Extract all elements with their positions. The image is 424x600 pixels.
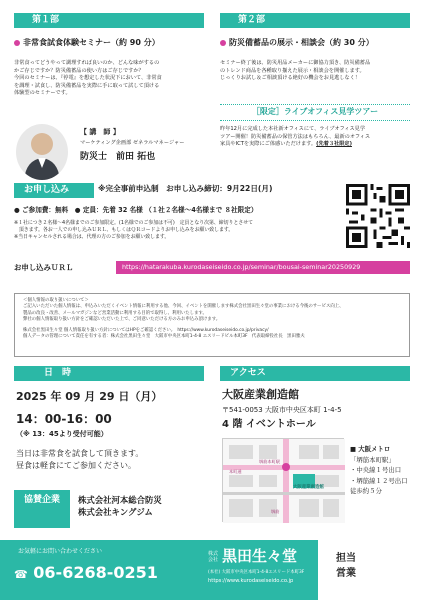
lecturer-photo xyxy=(16,124,68,180)
part1-label: 第１部 xyxy=(32,15,60,25)
privacy-box: ＜個人情報の取り扱いについて＞ ご記入いただいた個人情報は、申込みいただくイベント情報に利用する他、今回、イベントを開催します株式会社黒田生々堂の事業における今後のサービス向上、 製品の改良・改善、メールマガジンなど営業活動に利用する目的で取得し、利用いたします。 弊社の個人情報取り扱い方針をご確認いただいた上で、ご同意いただける方のみお申込み頂けます。 株式会社黒田生々堂 個人情報取り扱い方針についてはHPをご確認ください。 https://www.kurodaseiseido.co.jp/privacy/ 個人データの管理について責任を有する者：株式会社黒田生々堂 大阪市中央区本町1-4-8 エスリードビル本町3F 代表取締役社長 黒田雅夫 xyxy=(14,293,410,357)
phone-icon: ☎ xyxy=(14,568,28,581)
event-notes: 当日は非常食を試食して頂きます。 昼食は軽食にてご参加ください。 xyxy=(16,449,144,470)
application-url-link[interactable]: https://hatarakuba.kurodaseiseido.co.jp/seminar/bousai-seminar20250929 xyxy=(116,261,410,274)
qr-code[interactable] xyxy=(346,184,410,248)
part2-body: セミナー終了後は、防災用品メーカーに御協力頂き、防災備蓄品 のトレンド商品を各種取り揃えた展示・相談会を開催します。 じっくりお試し＆ご相談頂ける絶好の機会をお見逃しなく！ xyxy=(220,60,371,82)
part2-header xyxy=(220,13,410,28)
event-reception: （※ 13：45より受付可能） xyxy=(16,430,108,438)
access-header: アクセス xyxy=(220,366,410,381)
company-address: (本社) 大阪市中央区本町1-4-8エスリード本町3F xyxy=(208,570,305,575)
part2-title: 防災備蓄品の展示・相談会（約 30 分） xyxy=(220,38,374,49)
venue-address: 〒541-0053 大阪市中央区本町 1-4-5 xyxy=(222,406,342,414)
application-notes: ※１社につき２名様～4名様までのご参加限定。(1名様でのご参加は不可) 定員となり次第、締切りとさせて 頂きます。各お一人での申し込みＵＲＬ、もしくはＱＲコードよりお申し込みをお願い致します。 ※当日キャンセルされる場合は、代理の方のご参加をお願い致します。 xyxy=(14,220,254,241)
lecturer-name: 防災士 前田 拓也 xyxy=(80,152,156,162)
application-url-label: お申し込みＵＲＬ xyxy=(14,263,74,272)
part1-body: 非常食ってどうやって調理すれば良いのか、どんな味がするの かご存じですか？防災備蓄品の使い方はご存じですか？ 今回のセミナーは、『停電』を想定した状況下において、非常食 を調理・試食し、防災備蓄品を実際に手に取って試して頂ける 体験型のセミナーです。 xyxy=(14,60,162,97)
limited-tour-title: ［限定］ライブオフィス見学ツアー xyxy=(220,104,410,121)
map-venue-label: 大阪産業創造館 xyxy=(293,485,324,490)
staff-label: 担当 xyxy=(336,553,356,564)
lecturer-label: 【 講 師 】 xyxy=(80,128,120,136)
access-map xyxy=(222,438,344,522)
part1-title: 非常食試食体験セミナー（約 90 分） xyxy=(14,38,160,49)
station-info: ■ 大阪メトロ 「堺筋本町駅」 ・中央線１号出口 ・堺筋線１２号出口 徒歩約５分 xyxy=(350,445,408,496)
map-street-label: 堺筋 xyxy=(271,509,280,514)
event-time: 14：00-16：00 xyxy=(16,412,112,426)
application-header: お申し込み xyxy=(14,183,94,198)
event-date: 2025 年 09 月 29 日（月） xyxy=(16,390,163,403)
company-prefix: 株式 会社 xyxy=(208,551,219,563)
venue-name: 大阪産業創造館 xyxy=(222,388,299,401)
map-road-label: 本町通 xyxy=(229,469,242,474)
company-logo: 黒田生々堂 xyxy=(222,547,298,565)
limited-tour-body: 昨年12月に完成した本社新オフィスにて、ライブオフィス見学 ツアー開催！防災備蓄品の保管方法はもちろん、最新のオフィス 家具やICTを実際にご体感いただけます。(先着３社限定) xyxy=(220,126,371,148)
application-notice: ※完全事前申込制 お申し込み締切：9月22日(月) xyxy=(98,184,273,193)
cosponsor-list: 株式会社河本総合防災 株式会社キングジム xyxy=(78,495,162,518)
staff-box xyxy=(318,540,424,600)
map-station-label: 堺筋本町駅 xyxy=(259,459,280,464)
application-fee: ● ご参加費：無料 ● 定員：先着 32 名様 （１社２名様～4名様まで ８社限定） xyxy=(14,206,258,214)
date-header: 日 時 xyxy=(14,366,204,381)
lecturer-role: マーケティング企画部 ゼネラルマネージャー xyxy=(80,140,185,146)
bullet-icon xyxy=(220,40,226,46)
venue-floor: 4 階 イベントホール xyxy=(222,419,316,430)
contact-label: お気軽にお問い合わせください xyxy=(18,548,103,555)
bullet-icon xyxy=(14,40,20,46)
part2-label: 第２部 xyxy=(238,15,266,25)
part1-header xyxy=(14,13,204,28)
cosponsor-label: 協賛企業 xyxy=(14,490,70,528)
staff-dept: 営業 xyxy=(336,567,356,579)
limited-tour-note: (先着３社限定) xyxy=(316,141,352,148)
phone-number[interactable]: ☎ 06-6268-0251 xyxy=(14,563,158,582)
company-url[interactable]: https://www.kurodaseiseido.co.jp xyxy=(208,578,294,584)
